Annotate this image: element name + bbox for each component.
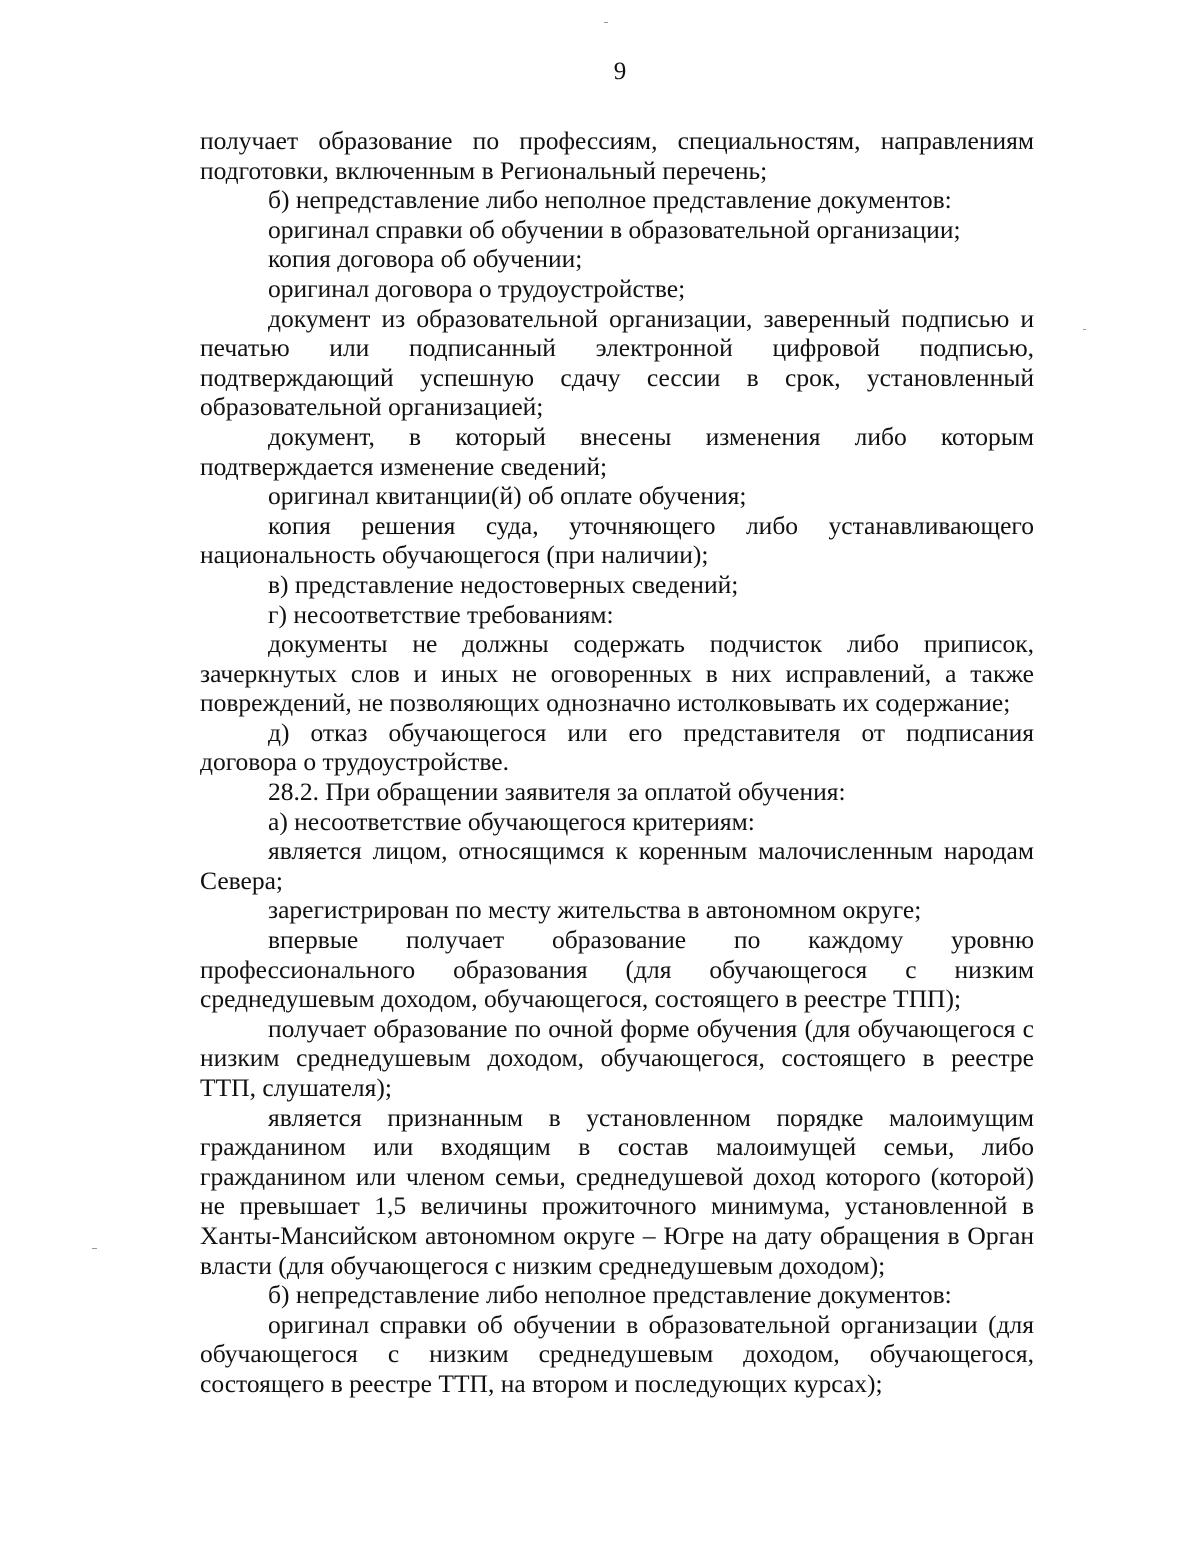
paragraph: оригинал справки об обучении в образовательной организации (для обучающегося с низким среднедушевым доходом, обучающегося, состоящего в реестре ТТП, на втором и последующих курсах); [200, 1309, 1034, 1398]
paragraph: б) непредставление либо неполное представление документов: [268, 1280, 952, 1310]
paragraph: г) несоответствие требованиям: [268, 599, 614, 629]
paragraph: является признанным в установленном порядке малоимущим гражданином или входящим в состав малоимущей семьи, либо гражданином или членом семьи, среднедушевой доход которого (которой) не превышает 1,5 величины прожиточного минимума, установленной в Ханты-Мансийском автономном округе – Югре на дату обращения в Орган власти (для обучающегося с низким среднедушевым доходом); [200, 1102, 1034, 1280]
paragraph: документы не должны содержать подчисток либо приписок, зачеркнутых слов и иных не оговоренных в них исправлений, а также повреждений, не позволяющих однозначно истолковывать их содержание; [200, 629, 1034, 718]
paragraph: в) представление недостоверных сведений; [268, 569, 739, 599]
scan-mark-left [92, 1248, 97, 1249]
paragraph: документ из образовательной организации, заверенный подписью и печатью или подписанный электронной цифровой подписью, подтверждающий успешную сдачу сессии в срок, установленный образовательной организацией; [200, 303, 1034, 422]
paragraph: документ, в который внесены изменения либо которым подтверждается изменение сведений; [200, 421, 1034, 481]
paragraph: 28.2. При обращении заявителя за оплатой обучения: [268, 777, 846, 807]
paragraph: является лицом, относящимся к коренным малочисленным народам Севера; [200, 836, 1034, 895]
paragraph: б) непредставление либо неполное представление документов: [268, 185, 952, 215]
paragraph: получает образование по профессиям, специальностям, направлениям подготовки, включенным в Региональный перечень; [200, 126, 1034, 185]
page-number: 9 [613, 58, 627, 85]
paragraph: зарегистрирован по месту жительства в автономном округе; [268, 895, 922, 925]
paragraph: оригинал справки об обучении в образовательной организации; [268, 214, 961, 244]
scan-mark-top [604, 22, 608, 23]
paragraph: оригинал договора о трудоустройстве; [268, 273, 686, 303]
paragraph: а) несоответствие обучающегося критериям: [268, 806, 755, 836]
document-body [200, 126, 1034, 1399]
paragraph: д) отказ обучающегося или его представителя от подписания договора о трудоустройстве. [200, 717, 1034, 777]
paragraph: получает образование по очной форме обучения (для обучающегося с низким среднедушевым доходом, обучающегося, состоящего в реестре ТТП, слушателя); [200, 1013, 1034, 1102]
paragraph: впервые получает образование по каждому уровню профессионального образования (для обучающегося с низким среднедушевым доходом, обучающегося, состоящего в реестре ТПП); [200, 925, 1034, 1014]
scan-mark-right [1083, 329, 1086, 330]
paragraph: копия решения суда, уточняющего либо устанавливающего национальность обучающегося (при наличии); [200, 510, 1034, 570]
paragraph: копия договора об обучении; [268, 244, 583, 274]
paragraph: оригинал квитанции(й) об оплате обучения; [268, 481, 747, 511]
